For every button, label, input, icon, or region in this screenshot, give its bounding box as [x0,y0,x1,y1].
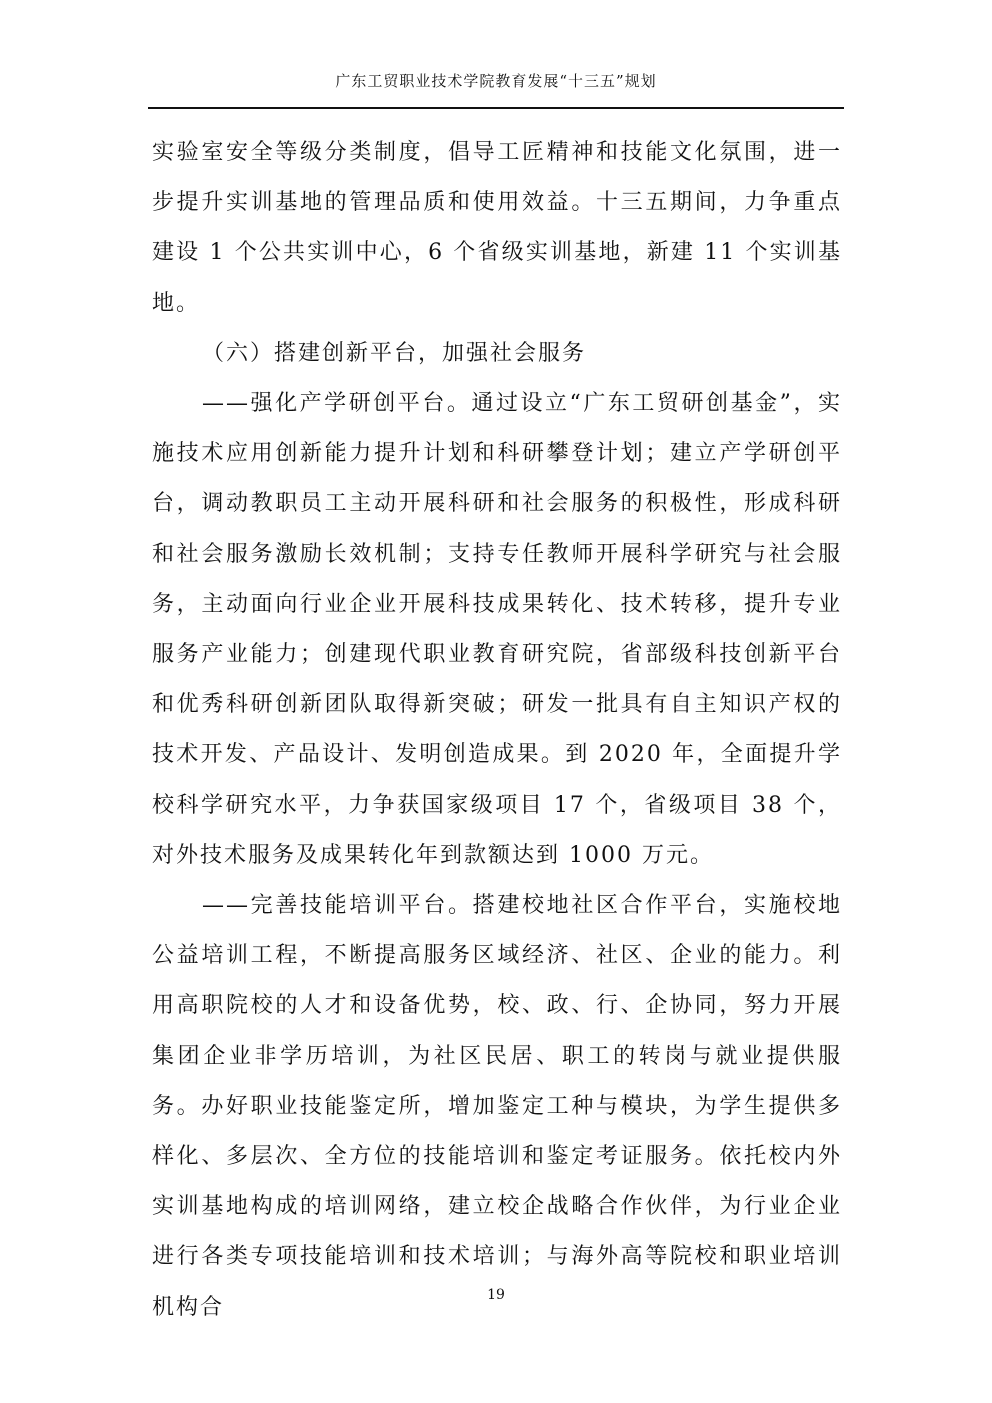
page-number: 19 [487,1287,505,1303]
running-header: 广东工贸职业技术学院教育发展“十三五”规划 [335,72,657,90]
header-rule [148,107,844,109]
paragraph-training-platform: ——完善技能培训平台。搭建校地社区合作平台，实施校地公益培训工程，不断提高服务区域经济、社区、企业的能力。利用高职院校的人才和设备优势，校、政、行、企协同，努力开展集团企业非学历培训，为社区民居、职工的转岗与就业提供服务。办好职业技能鉴定所，增加鉴定工种与模块，为学生提供多样化、多层次、全方位的技能培训和鉴定考证服务。依托校内外实训基地构成的培训网络，建立校企战略合作伙伴，为行业企业进行各类专项技能培训和技术培训；与海外高等院校和职业培训机构合 [152,893,842,1320]
paragraph-continuation: 实验室安全等级分类制度，倡导工匠精神和技能文化氛围，进一步提升实训基地的管理品质和使用效益。十三五期间，力争重点建设 1 个公共实训中心，6 个省级实训基地，新建 11 个实训基地。 [152,140,842,316]
paragraph-research-platform: ——强化产学研创平台。通过设立“广东工贸研创基金”，实施技术应用创新能力提升计划和科研攀登计划；建立产学研创平台，调动教职员工主动开展科研和社会服务的积极性，形成科研和社会服务激励长效机制；支持专任教师开展科学研究与社会服务，主动面向行业企业开展科技成果转化、技术转移，提升专业服务产业能力；创建现代职业教育研究院，省部级科技创新平台和优秀科研创新团队取得新突破；研发一批具有自主知识产权的技术开发、产品设计、发明创造成果。到 2020 年，全面提升学校科学研究水平，力争获国家级项目 17 个，省级项目 38 个，对外技术服务及成果转化年到款额达到 1000 万元。 [152,391,842,868]
section-heading: （六）搭建创新平台，加强社会服务 [202,340,587,366]
document-body [152,128,842,1333]
